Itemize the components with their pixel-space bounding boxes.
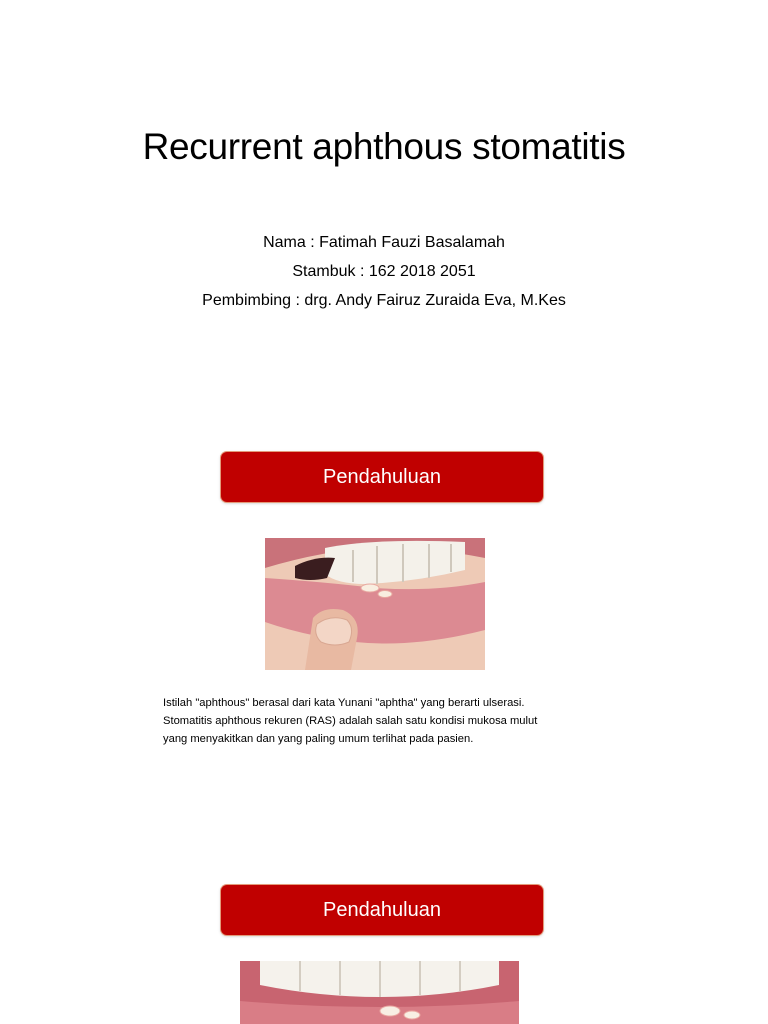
- section-heading-pendahuluan-2: Pendahuluan: [221, 885, 543, 935]
- section-heading-pendahuluan: Pendahuluan: [221, 452, 543, 502]
- mouth-ulcer-photo-2-icon: [240, 961, 519, 1024]
- author-supervisor: Pembimbing : drg. Andy Fairuz Zuraida Eva, M.Kes: [202, 292, 566, 309]
- author-name: Nama : Fatimah Fauzi Basalamah: [263, 234, 505, 251]
- body-line-3: yang menyakitkan dan yang paling umum terlihat pada pasien.: [163, 733, 474, 745]
- body-line-2: Stomatitis aphthous rekuren (RAS) adalah salah satu kondisi mukosa mulut: [163, 715, 538, 727]
- mouth-ulcer-photo-icon: [265, 538, 485, 670]
- author-info: [0, 228, 768, 315]
- body-line-1: Istilah "aphthous" berasal dari kata Yunani "aphtha" yang berarti ulserasi.: [163, 697, 525, 709]
- author-stambuk: Stambuk : 162 2018 2051: [292, 263, 476, 280]
- section-body-text: [163, 694, 613, 748]
- slide-title: Recurrent aphthous stomatitis: [142, 126, 626, 167]
